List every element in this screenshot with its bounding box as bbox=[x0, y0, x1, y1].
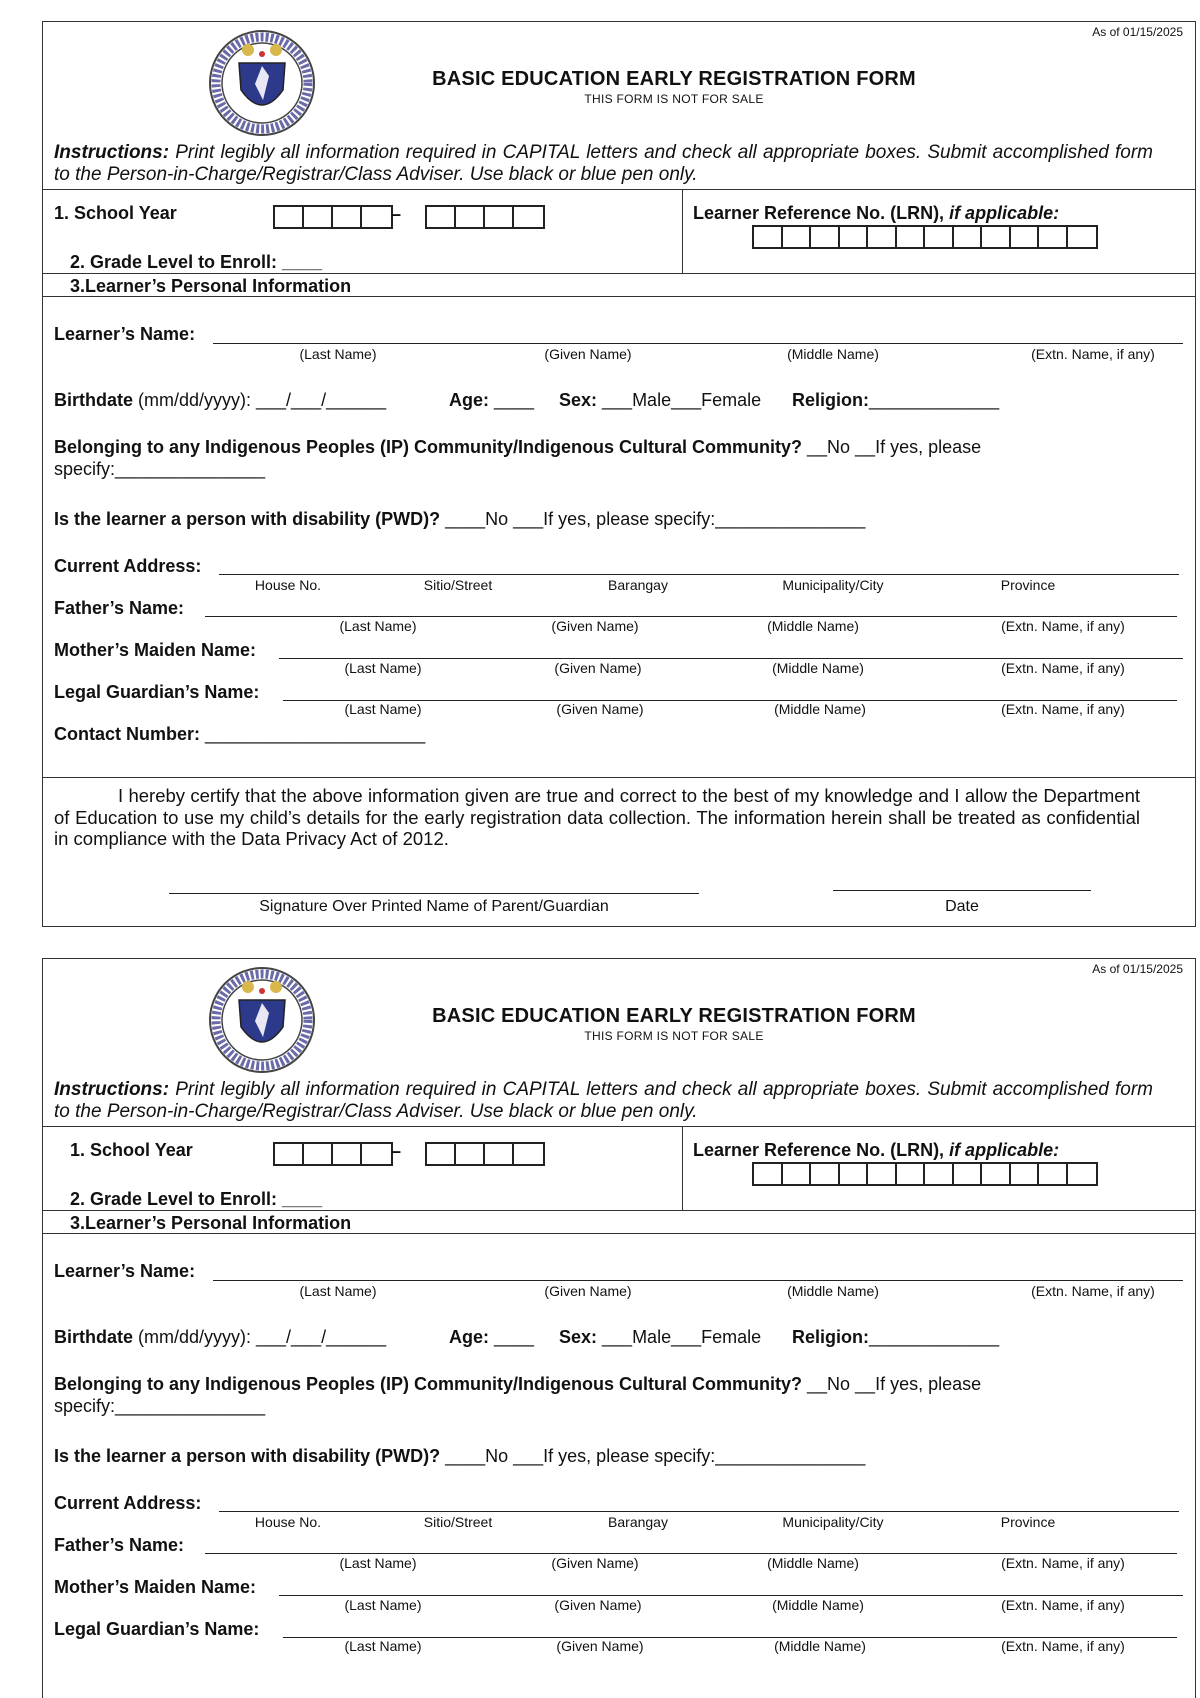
name-part-label: (Last Name) bbox=[344, 1638, 422, 1654]
certification-text: I hereby certify that the above information given are true and correct to the best of my knowledge and I allow the Department of Education to use my child’s details for the early registration data collection. The information herein shall be treated as confidential in compliance with the Data Privacy Act of 2012. bbox=[54, 785, 1140, 849]
ip-specify-field[interactable]: specify:_______________ bbox=[54, 459, 266, 479]
name-part-label: (Middle Name) bbox=[772, 1597, 864, 1613]
address-part-label: Province bbox=[1000, 1514, 1056, 1530]
name-part-label: (Last Name) bbox=[344, 1597, 422, 1613]
divider bbox=[43, 1233, 1195, 1234]
date-label: Date bbox=[945, 898, 979, 915]
pwd-question[interactable]: Is the learner a person with disability (PWD)? ____No ___If yes, please specify:_______________ bbox=[54, 509, 866, 529]
address-part-label: Barangay bbox=[608, 1514, 668, 1530]
grade-level-label: 2. Grade Level to Enroll: ____ bbox=[70, 1189, 323, 1209]
name-part-label: (Extn. Name, if any) bbox=[1031, 346, 1155, 362]
school-year-start-boxes[interactable] bbox=[273, 1142, 393, 1166]
name-part-label: (Extn. Name, if any) bbox=[1001, 1555, 1125, 1571]
name-part-label: (Given Name) bbox=[544, 346, 632, 362]
address-part-label: Municipality/City bbox=[782, 1514, 884, 1530]
mother-maiden-name-field[interactable] bbox=[279, 1595, 1183, 1596]
school-year-dash: – bbox=[391, 204, 402, 224]
learner-name-field[interactable] bbox=[213, 343, 1183, 344]
age-row[interactable]: Age: ____ bbox=[449, 390, 535, 410]
name-part-label: (Extn. Name, if any) bbox=[1001, 660, 1125, 676]
as-of-date: As of 01/15/2025 bbox=[1092, 962, 1183, 976]
divider bbox=[43, 1126, 1195, 1127]
registration-form-2 bbox=[42, 958, 1196, 1698]
school-year-dash: – bbox=[391, 1141, 402, 1161]
registration-form-1 bbox=[42, 21, 1196, 927]
name-part-label: (Extn. Name, if any) bbox=[1001, 1638, 1125, 1654]
name-part-label: (Middle Name) bbox=[772, 660, 864, 676]
age-row[interactable]: Age: ____ bbox=[449, 1327, 535, 1347]
father-name-field[interactable] bbox=[205, 616, 1177, 617]
divider bbox=[43, 777, 1195, 778]
religion-row[interactable]: Religion:_____________ bbox=[792, 390, 1000, 410]
lrn-boxes[interactable] bbox=[752, 1162, 1098, 1186]
form-subtitle: THIS FORM IS NOT FOR SALE bbox=[584, 1029, 764, 1043]
section-3-label: 3.Learner’s Personal Information bbox=[70, 1213, 352, 1233]
name-part-label: (Middle Name) bbox=[767, 618, 859, 634]
name-part-label: (Given Name) bbox=[554, 1597, 642, 1613]
address-part-label: Province bbox=[1000, 577, 1056, 593]
current-address-field[interactable] bbox=[219, 1511, 1179, 1512]
name-part-label: (Given Name) bbox=[554, 660, 642, 676]
divider bbox=[682, 189, 683, 273]
name-part-label: (Middle Name) bbox=[787, 346, 879, 362]
date-line[interactable] bbox=[833, 890, 1091, 891]
name-part-label: (Last Name) bbox=[344, 701, 422, 717]
legal-guardian-name-label: Legal Guardian’s Name: bbox=[54, 682, 260, 702]
divider bbox=[43, 189, 1195, 190]
name-part-label: (Last Name) bbox=[339, 1555, 417, 1571]
instructions-text: Print legibly all information required in CAPITAL letters and check all appropriate boxes. Submit accomplished form to the Person-in-Charge/Registrar/Class Adviser. Use black or blue pen only. bbox=[54, 142, 1153, 185]
name-part-label: (Last Name) bbox=[344, 660, 422, 676]
father-name-label: Father’s Name: bbox=[54, 1535, 185, 1555]
current-address-field[interactable] bbox=[219, 574, 1179, 575]
learner-name-label: Learner’s Name: bbox=[54, 1261, 196, 1281]
name-part-label: (Last Name) bbox=[299, 346, 377, 362]
lrn-label: Learner Reference No. (LRN), if applicable: bbox=[693, 1140, 1060, 1160]
learner-name-label: Learner’s Name: bbox=[54, 324, 196, 344]
learner-name-field[interactable] bbox=[213, 1280, 1183, 1281]
name-part-label: (Extn. Name, if any) bbox=[1001, 701, 1125, 717]
name-part-label: (Middle Name) bbox=[787, 1283, 879, 1299]
ip-community-question[interactable]: Belonging to any Indigenous Peoples (IP) Community/Indigenous Cultural Community? __No __If yes, please bbox=[54, 437, 982, 457]
name-part-label: (Given Name) bbox=[551, 618, 639, 634]
school-year-label: 1. School Year bbox=[70, 1140, 193, 1160]
name-part-label: (Given Name) bbox=[556, 1638, 644, 1654]
school-year-start-boxes[interactable] bbox=[273, 205, 393, 229]
current-address-label: Current Address: bbox=[54, 556, 202, 576]
address-part-label: House No. bbox=[254, 577, 322, 593]
current-address-label: Current Address: bbox=[54, 1493, 202, 1513]
lrn-boxes[interactable] bbox=[752, 225, 1098, 249]
grade-level-label: 2. Grade Level to Enroll: ____ bbox=[70, 252, 323, 272]
address-part-label: Municipality/City bbox=[782, 577, 884, 593]
ip-community-question[interactable]: Belonging to any Indigenous Peoples (IP) Community/Indigenous Cultural Community? __No __If yes, please bbox=[54, 1374, 982, 1394]
instructions bbox=[54, 142, 1153, 186]
religion-row[interactable]: Religion:_____________ bbox=[792, 1327, 1000, 1347]
instructions-text: Print legibly all information required in CAPITAL letters and check all appropriate boxes. Submit accomplished form to the Person-in-Charge/Registrar/Class Adviser. Use black or blue pen only. bbox=[54, 1079, 1153, 1122]
lrn-label: Learner Reference No. (LRN), if applicable: bbox=[693, 203, 1060, 223]
name-part-label: (Given Name) bbox=[551, 1555, 639, 1571]
name-part-label: (Extn. Name, if any) bbox=[1001, 618, 1125, 634]
form-title: BASIC EDUCATION EARLY REGISTRATION FORM bbox=[432, 68, 916, 90]
mother-maiden-name-label: Mother’s Maiden Name: bbox=[54, 1577, 257, 1597]
address-part-label: Sitio/Street bbox=[423, 577, 493, 593]
sex-row[interactable]: Sex: ___Male___Female bbox=[559, 390, 762, 410]
legal-guardian-name-label: Legal Guardian’s Name: bbox=[54, 1619, 260, 1639]
pwd-question[interactable]: Is the learner a person with disability (PWD)? ____No ___If yes, please specify:_______________ bbox=[54, 1446, 866, 1466]
instructions-lead: Instructions: bbox=[54, 142, 170, 163]
school-year-end-boxes[interactable] bbox=[425, 205, 545, 229]
name-part-label: (Last Name) bbox=[339, 618, 417, 634]
signature-label: Signature Over Printed Name of Parent/Guardian bbox=[259, 898, 609, 915]
address-part-label: House No. bbox=[254, 1514, 322, 1530]
signature-line[interactable] bbox=[169, 893, 699, 894]
instructions bbox=[54, 1079, 1153, 1123]
name-part-label: (Middle Name) bbox=[767, 1555, 859, 1571]
name-part-label: (Last Name) bbox=[299, 1283, 377, 1299]
name-part-label: (Middle Name) bbox=[774, 701, 866, 717]
form-title: BASIC EDUCATION EARLY REGISTRATION FORM bbox=[432, 1005, 916, 1027]
sex-row[interactable]: Sex: ___Male___Female bbox=[559, 1327, 762, 1347]
birthdate-row[interactable]: Birthdate (mm/dd/yyyy): ___/___/______ bbox=[54, 1327, 387, 1347]
name-part-label: (Extn. Name, if any) bbox=[1031, 1283, 1155, 1299]
section-3-label: 3.Learner’s Personal Information bbox=[70, 276, 352, 296]
mother-maiden-name-field[interactable] bbox=[279, 658, 1183, 659]
divider bbox=[43, 1210, 1195, 1211]
name-part-label: (Given Name) bbox=[556, 701, 644, 717]
instructions-lead: Instructions: bbox=[54, 1079, 170, 1100]
name-part-label: (Extn. Name, if any) bbox=[1001, 1597, 1125, 1613]
school-year-label: 1. School Year bbox=[54, 203, 177, 223]
ip-specify-field[interactable]: specify:_______________ bbox=[54, 1396, 266, 1416]
divider bbox=[43, 296, 1195, 297]
name-part-label: (Middle Name) bbox=[774, 1638, 866, 1654]
name-part-label: (Given Name) bbox=[544, 1283, 632, 1299]
address-part-label: Sitio/Street bbox=[423, 1514, 493, 1530]
mother-maiden-name-label: Mother’s Maiden Name: bbox=[54, 640, 257, 660]
form-subtitle: THIS FORM IS NOT FOR SALE bbox=[584, 92, 764, 106]
contact-number-row[interactable]: Contact Number: ______________________ bbox=[54, 724, 426, 744]
divider bbox=[682, 1126, 683, 1210]
father-name-label: Father’s Name: bbox=[54, 598, 185, 618]
as-of-date: As of 01/15/2025 bbox=[1092, 25, 1183, 39]
birthdate-row[interactable]: Birthdate (mm/dd/yyyy): ___/___/______ bbox=[54, 390, 387, 410]
address-part-label: Barangay bbox=[608, 577, 668, 593]
divider bbox=[43, 273, 1195, 274]
father-name-field[interactable] bbox=[205, 1553, 1177, 1554]
school-year-end-boxes[interactable] bbox=[425, 1142, 545, 1166]
